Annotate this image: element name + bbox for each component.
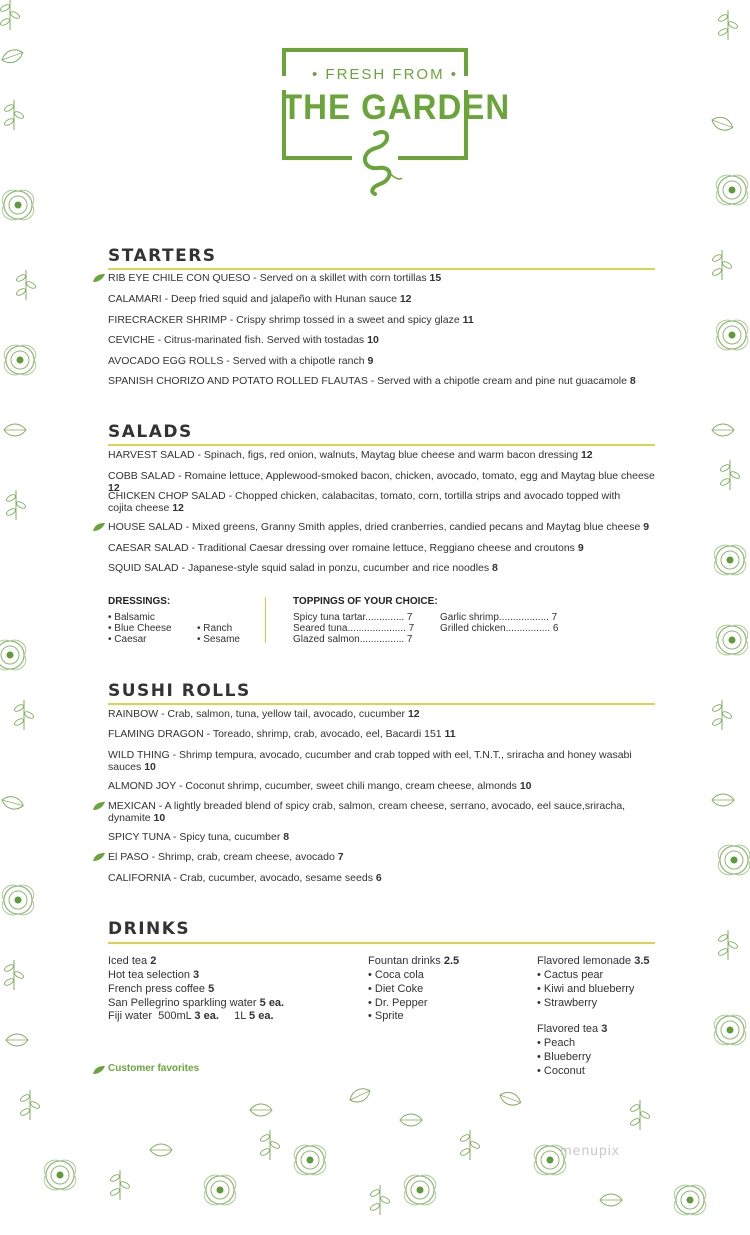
section-rule	[108, 444, 655, 446]
favorite-leaf-icon	[93, 853, 105, 861]
topping-option: Glazed salmon................ 7	[293, 634, 413, 645]
menu-item	[108, 522, 656, 534]
drink-item	[108, 983, 214, 997]
item-price: 12	[399, 293, 412, 305]
menu-item	[108, 832, 656, 844]
drink-option: • Diet Coke	[368, 983, 424, 995]
item-desc: - Spicy tuna, cucumber	[170, 831, 284, 843]
drink-price: 3	[193, 969, 200, 981]
item-desc: - Chopped chicken, calabacitas, tomato, corn, tortilla strips and avocado topped with cojita cheese	[108, 490, 621, 514]
drink-item	[537, 955, 650, 969]
item-price: 8	[629, 375, 636, 387]
item-name: RAINBOW	[108, 708, 159, 720]
drink-price: 3	[601, 1023, 608, 1035]
item-desc: - Shrimp, crab, cream cheese, avocado	[148, 851, 338, 863]
item-price: 7	[337, 851, 344, 863]
menu-item	[108, 450, 656, 462]
drink-price: 2	[150, 955, 157, 967]
drink-label: Hot tea selection	[108, 969, 193, 981]
item-name: HOUSE SALAD	[108, 521, 183, 533]
item-desc: - Traditional Caesar dressing over romaine lettuce, Reggiano cheese and croutons	[188, 542, 578, 554]
menu-item	[108, 801, 628, 824]
item-name: RIB EYE CHILE CON QUESO	[108, 272, 251, 284]
section-title-salads: SALADS	[108, 422, 193, 442]
item-price: 10	[519, 780, 532, 792]
dressing-option: • Balsamic	[108, 612, 155, 623]
menu-item	[108, 750, 638, 773]
menu-item	[108, 491, 628, 514]
item-name: FLAMING DRAGON	[108, 728, 204, 740]
item-name: SQUID SALAD	[108, 562, 179, 574]
item-name: CAESAR SALAD	[108, 542, 189, 554]
favorite-leaf-icon	[93, 802, 105, 810]
item-name: HARVEST SALAD	[108, 449, 195, 461]
item-name: CHICKEN CHOP SALAD	[108, 490, 226, 502]
menu-item	[108, 563, 656, 575]
drink-label: Fountan drinks	[368, 955, 444, 967]
drink-option: • Cactus pear	[537, 969, 604, 981]
drink-label: 1L	[218, 1010, 250, 1022]
drink-price: 2.5	[443, 955, 460, 967]
favorite-leaf-icon	[93, 274, 105, 282]
menu-item	[108, 335, 656, 347]
drink-label: Flavored tea	[537, 1023, 602, 1035]
divider	[265, 597, 266, 643]
drink-option: • Sprite	[368, 1010, 404, 1022]
drink-price: 3.5	[634, 955, 650, 967]
item-name: WILD THING	[108, 749, 170, 761]
item-desc: - Crab, cucumber, avocado, sesame seeds	[170, 872, 376, 884]
logo-title: THE GARDEN	[282, 86, 511, 127]
favorite-leaf-icon	[93, 1066, 105, 1074]
logo-tagline: • FRESH FROM •	[312, 66, 459, 83]
item-price: 15	[429, 272, 442, 284]
toppings-heading: TOPPINGS OF YOUR CHOICE:	[293, 596, 438, 607]
section-rule	[108, 703, 655, 705]
dressing-option: • Blue Cheese	[108, 623, 172, 634]
item-desc: - Coconut shrimp, cucumber, sweet chili mango, cream cheese, almonds	[176, 780, 520, 792]
item-name: El PASO	[108, 851, 149, 863]
dressings-heading: DRESSINGS:	[108, 596, 171, 607]
menu-item	[108, 273, 656, 285]
item-desc: - Served with a chipotle ranch	[223, 355, 368, 367]
item-desc: - Toreado, shrimp, crab, avocado, eel, Bacardi 151	[203, 728, 445, 740]
item-price: 10	[144, 760, 156, 773]
customer-favorites-legend: Customer favorites	[108, 1063, 200, 1074]
item-price: 12	[407, 708, 420, 720]
drink-price: 5 ea.	[259, 997, 285, 1009]
drink-option: • Blueberry	[537, 1051, 591, 1063]
menu-item	[108, 356, 656, 368]
section-rule	[108, 268, 655, 270]
section-title-sushi: SUSHI ROLLS	[108, 681, 251, 701]
drink-option: • Kiwi and blueberry	[537, 983, 635, 995]
menu-item	[108, 376, 656, 388]
drink-price: 5 ea.	[249, 1010, 274, 1022]
item-price: 8	[283, 831, 290, 843]
drink-label: Fiji water 500mL	[108, 1010, 195, 1022]
menu-item	[108, 294, 656, 306]
item-name: AVOCADO EGG ROLLS	[108, 355, 224, 367]
item-desc: - Crab, salmon, tuna, yellow tail, avocado, cucumber	[158, 708, 408, 720]
menu-item	[108, 852, 656, 864]
menu-item	[108, 873, 656, 885]
item-price: 12	[108, 481, 120, 494]
item-desc: - Romaine lettuce, Applewood-smoked bacon, chicken, avocado, tomato, egg and Maytag blue cheese	[175, 470, 655, 482]
item-price: 8	[492, 562, 498, 574]
item-price: 11	[444, 728, 456, 740]
drink-price: 3 ea.	[194, 1010, 219, 1022]
item-desc: - Served on a skillet with corn tortillas	[250, 272, 430, 284]
drink-item	[108, 955, 156, 969]
drink-item	[108, 1010, 274, 1024]
drink-option: • Dr. Pepper	[368, 997, 428, 1009]
item-name: ALMOND JOY	[108, 780, 177, 792]
item-price: 6	[375, 872, 382, 884]
drink-price: 5	[208, 983, 215, 995]
item-price: 9	[643, 521, 650, 533]
menu-item	[108, 781, 656, 793]
item-price: 12	[172, 501, 184, 514]
section-title-drinks: DRINKS	[108, 919, 191, 939]
item-price: 12	[580, 449, 593, 461]
drink-option: • Coca cola	[368, 969, 424, 981]
item-name: COBB SALAD	[108, 470, 176, 482]
menu-item	[108, 543, 656, 555]
topping-option: Spicy tuna tartar.............. 7	[293, 612, 413, 623]
drink-item	[537, 1023, 607, 1037]
dressing-option: • Caesar	[108, 634, 147, 645]
item-name: SPANISH CHORIZO AND POTATO ROLLED FLAUTAS	[108, 375, 368, 387]
item-price: 11	[462, 314, 474, 326]
section-rule	[108, 942, 655, 944]
item-name: CALAMARI	[108, 293, 162, 305]
item-name: FIRECRACKER SHRIMP	[108, 314, 227, 326]
item-name: MEXICAN	[108, 800, 156, 812]
topping-option: Seared tuna..................... 7	[293, 623, 415, 634]
item-desc: - Mixed greens, Granny Smith apples, dried cranberries, candied pecans and Maytag blue cheese	[182, 521, 644, 533]
item-desc: - Crispy shrimp tossed in a sweet and spicy glaze	[226, 314, 463, 326]
dressing-option: • Sesame	[197, 634, 240, 645]
item-desc: - Shrimp tempura, avocado, cucumber and crab topped with eel, T.N.T., sriracha and honey wasabi sauces	[108, 749, 632, 773]
menu-item	[108, 315, 656, 327]
drink-item	[108, 997, 284, 1011]
item-desc: - Deep fried squid and jalapeño with Hunan sauce	[161, 293, 400, 305]
item-desc: - Served with a chipotle cream and pine nut guacamole	[367, 375, 630, 387]
drink-label: San Pellegrino sparkling water	[108, 997, 260, 1009]
watermark: menupix	[560, 1142, 620, 1158]
item-name: SPICY TUNA	[108, 831, 171, 843]
item-desc: - Spinach, figs, red onion, walnuts, Maytag blue cheese and warm bacon dressing	[194, 449, 581, 461]
item-desc: - Citrus-marinated fish. Served with tostadas	[154, 334, 368, 346]
drink-option: • Strawberry	[537, 997, 598, 1009]
drink-item	[368, 955, 459, 969]
item-price: 9	[367, 355, 374, 367]
item-name: CEVICHE	[108, 334, 155, 346]
section-title-starters: STARTERS	[108, 246, 217, 266]
drink-label: French press coffee	[108, 983, 209, 995]
drink-option: • Peach	[537, 1037, 576, 1049]
item-desc: - A lightly breaded blend of spicy crab, salmon, cream cheese, serrano, avocado, eel sauce,sriracha, dynamite	[108, 800, 626, 824]
drink-option: • Coconut	[537, 1065, 585, 1077]
item-price: 10	[367, 334, 379, 346]
drink-label: Flavored lemonade	[537, 955, 635, 967]
item-name: CALIFORNIA	[108, 872, 171, 884]
item-price: 10	[153, 811, 166, 824]
topping-option: Grilled chicken................ 6	[440, 623, 559, 634]
topping-option: Garlic shrimp.................. 7	[440, 612, 558, 623]
menu-item	[108, 709, 656, 721]
drink-item	[108, 969, 199, 983]
item-desc: - Japanese-style squid salad in ponzu, cucumber and rice noodles	[178, 562, 493, 574]
favorite-leaf-icon	[93, 523, 105, 531]
drink-label: Iced tea	[108, 955, 151, 967]
menu-item	[108, 729, 656, 741]
item-price: 9	[577, 542, 584, 554]
dressing-option: • Ranch	[197, 623, 233, 634]
